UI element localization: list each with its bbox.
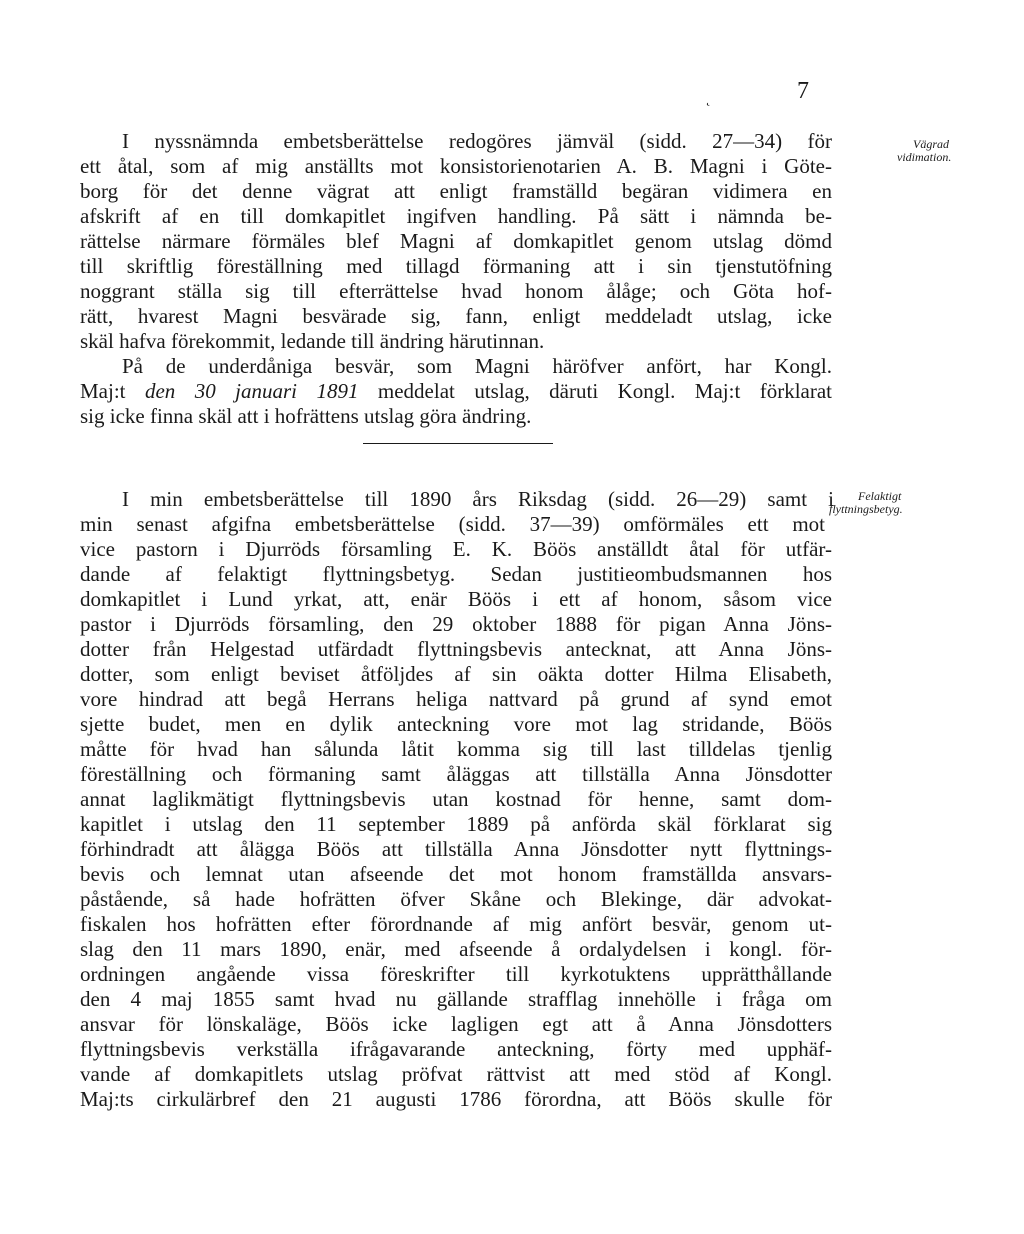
- section1-line-11-prefix: Maj:t: [80, 379, 126, 403]
- section2-line-12: föreställning och förmaning samt åläggas att tillställa Anna Jönsdotter: [80, 762, 832, 786]
- section2-line-9: vore hindrad att begå Herrans heliga nattvard på grund af synd emot: [80, 687, 832, 711]
- margin-note-vidimation-heading: Vägrad: [913, 137, 949, 151]
- section2-line-2: min senast afgifna embetsberättelse (sidd. 37—39) omförmäles ett mot: [80, 512, 825, 536]
- section2-line-16: bevis och lemnat utan afseende det mot honom framställda ansvars-: [80, 862, 832, 886]
- section2-line-13: annat laglikmätigt flyttningsbevis utan kostnad för henne, samt dom-: [80, 787, 832, 811]
- section1-line-6: till skriftlig föreställning med tillagd förmaning att i sin tjenstutöfning: [80, 254, 832, 278]
- section2-line-5: domkapitlet i Lund yrkat, att, enär Böös i ett af honom, såsom vice: [80, 587, 832, 611]
- section2-line-15: förhindradt att ålägga Böös att tillställa Anna Jönsdotter nytt flyttnings-: [80, 837, 832, 861]
- section2-line-3: vice pastorn i Djurröds församling E. K. Böös anställdt åtal för utfär-: [80, 537, 832, 561]
- section2-line-4: dande af felaktigt flyttningsbetyg. Sedan justitieombudsmannen hos: [80, 562, 832, 586]
- section1-line-3: borg för det denne vägrat att enligt framställd begäran vidimera en: [80, 179, 832, 203]
- section2-line-19: slag den 11 mars 1890, enär, med afseende å ordalydelsen i kongl. för-: [80, 937, 832, 961]
- section-divider: [363, 443, 553, 444]
- section1-line-2: ett åtal, som af mig anställts mot konsistorienotarien A. B. Magni i Göte-: [80, 154, 832, 178]
- section2-line-11: måtte för hvad han sålunda låtit komma sig till last tilldelas tjenlig: [80, 737, 832, 761]
- section2-line-10: sjette budet, men en dylik anteckning vore mot lag stridande, Böös: [80, 712, 832, 736]
- section1-line-11-suffix: meddelat utslag, däruti Kongl. Maj:t förklarat: [377, 379, 833, 403]
- section2-line-20: ordningen angående vissa föreskrifter till kyrkotuktens upprätthållande: [80, 962, 832, 986]
- section2-line-23: flyttningsbevis verkställa ifrågavarande anteckning, förty med upphäf-: [80, 1037, 832, 1061]
- section1-line-1: I nyssnämnda embetsberättelse redogöres jämväl (sidd. 27—34) för: [122, 129, 832, 153]
- section2-line-14: kapitlet i utslag den 11 september 1889 på anförda skäl förklarat sig: [80, 812, 832, 836]
- section2-line-25: Maj:ts cirkulärbref den 21 augusti 1786 förordna, att Böös skulle för: [80, 1087, 832, 1111]
- section2-line-1: I min embetsberättelse till 1890 års Riksdag (sidd. 26—29) samt i: [122, 487, 834, 511]
- section2-line-17: påstående, så hade hofrätten öfver Skåne och Blekinge, där advokat-: [80, 887, 832, 911]
- section2-line-21: den 4 maj 1855 samt hvad nu gällande strafflag innehölle i fråga om: [80, 987, 832, 1011]
- margin-note-flyttning-subheading: flyttningsbetyg.: [829, 502, 903, 516]
- section1-line-11: [80, 381, 832, 402]
- judgment-date: den 30 januari 1891: [144, 379, 359, 403]
- section1-line-5: rättelse närmare förmäles blef Magni af domkapitlet genom utslag dömd: [80, 229, 832, 253]
- section2-line-18: fiskalen hos hofrätten efter förordnande af mig anfört besvär, genom ut-: [80, 912, 832, 936]
- section1-line-9: skäl hafva förekommit, ledande till ändring härutinnan.: [80, 329, 545, 353]
- section2-line-8: dotter, som enligt beviset åtföljdes af sin oäkta dotter Hilma Elisabeth,: [80, 662, 832, 686]
- margin-note-flyttning-heading: Felaktigt: [858, 489, 902, 503]
- section2-line-24: vande af domkapitlets utslag pröfvat rättvist att med stöd af Kongl.: [80, 1062, 832, 1086]
- margin-note-vidimation-subheading: vidimation.: [897, 150, 952, 164]
- section1-line-4: afskrift af en till domkapitlet ingifven handling. På sätt i nämnda be-: [80, 204, 832, 228]
- page-number: 7: [797, 78, 809, 104]
- section2-line-22: ansvar för lönskaläge, Böös icke lagligen egt att å Anna Jönsdotters: [80, 1012, 832, 1036]
- section2-line-7: dotter från Helgestad utfärdadt flyttningsbevis antecknat, att Anna Jöns-: [80, 637, 832, 661]
- section1-line-8: rätt, hvarest Magni besvärade sig, fann, enligt meddeladt utslag, icke: [80, 304, 832, 328]
- section1-line-10: På de underdåniga besvär, som Magni häröfver anfört, har Kongl.: [122, 354, 832, 378]
- section1-line-7: noggrant ställa sig till efterrättelse hvad honom ålåge; och Göta hof-: [80, 279, 832, 303]
- section1-line-12: sig icke finna skäl att i hofrättens utslag göra ändring.: [80, 404, 532, 428]
- page-tick-mark: ˛: [706, 92, 711, 107]
- section2-line-6: pastor i Djurröds församling, den 29 oktober 1888 för pigan Anna Jöns-: [80, 612, 832, 636]
